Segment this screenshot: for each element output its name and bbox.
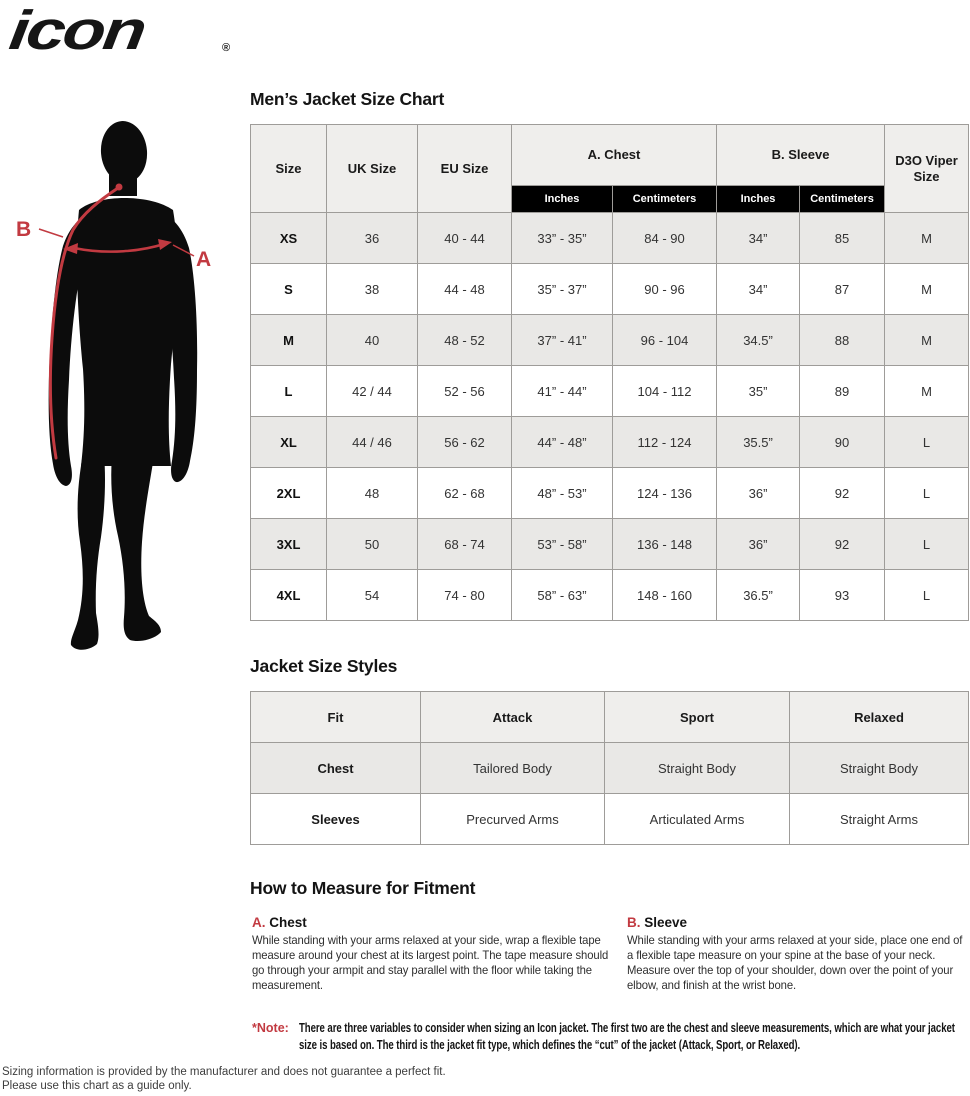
column-header-uk-size: UK Size: [327, 125, 418, 213]
table-row: [251, 570, 969, 621]
measure-chest-label: Chest: [269, 915, 307, 930]
table-cell: Tailored Body: [421, 743, 605, 794]
table-cell: XL: [251, 417, 327, 468]
table-cell: 42 / 44: [327, 366, 418, 417]
note-text: There are three variables to consider when sizing an Icon jacket. The first two are the chest and sleeve measurements, which are what your jacket size is based on. The third is the jacket fit type, which defines the “cut” of the jacket (Attack, Sport, or Relaxed).: [299, 1021, 955, 1052]
measure-chest-column: [252, 915, 634, 993]
size-chart-title: Men’s Jacket Size Chart: [250, 89, 445, 109]
measure-columns: [252, 915, 968, 1015]
table-cell: 40 - 44: [418, 213, 512, 264]
table-cell: 52 - 56: [418, 366, 512, 417]
table-cell: M: [885, 264, 969, 315]
column-header-d3o-viper-size: D3O Viper Size: [885, 125, 969, 213]
table-cell: 44 - 48: [418, 264, 512, 315]
table-cell: 4XL: [251, 570, 327, 621]
table-cell: 2XL: [251, 468, 327, 519]
column-header-size: Size: [251, 125, 327, 213]
table-cell: 124 - 136: [613, 468, 717, 519]
measurement-figure: [6, 114, 241, 659]
measure-chest-text: While standing with your arms relaxed at your side, wrap a flexible tape measure around your chest at its largest point. The tape measure should go through your armpit and stay parallel with the floor while taking the measurement.: [252, 933, 609, 992]
table-cell: Articulated Arms: [605, 794, 790, 845]
table-cell: 36”: [717, 468, 800, 519]
table-cell: Relaxed: [790, 692, 969, 743]
table-cell: S: [251, 264, 327, 315]
sleeve-label-b: B: [16, 218, 32, 241]
table-row: [251, 417, 969, 468]
table-cell: 34.5”: [717, 315, 800, 366]
measure-chest-heading: [252, 915, 634, 930]
table-cell: 90 - 96: [613, 264, 717, 315]
table-cell: 104 - 112: [613, 366, 717, 417]
table-row: [251, 468, 969, 519]
table-row: [251, 315, 969, 366]
table-cell: M: [885, 315, 969, 366]
table-cell: 89: [800, 366, 885, 417]
table-cell: L: [885, 468, 969, 519]
size-chart-table: [250, 124, 969, 621]
table-row: [251, 213, 969, 264]
table-cell: L: [251, 366, 327, 417]
table-cell: 3XL: [251, 519, 327, 570]
measure-chest-letter: A.: [252, 915, 266, 930]
table-cell: L: [885, 570, 969, 621]
table-cell: 36”: [717, 519, 800, 570]
table-cell: 85: [800, 213, 885, 264]
table-cell: 35” - 37”: [512, 264, 613, 315]
jacket-styles-table: [250, 691, 969, 845]
table-cell: 44 / 46: [327, 417, 418, 468]
brand-logo: [5, 0, 231, 62]
table-cell: 33” - 35”: [512, 213, 613, 264]
table-cell: 53” - 58”: [512, 519, 613, 570]
registered-trademark-icon: ®: [222, 42, 231, 54]
table-cell: Precurved Arms: [421, 794, 605, 845]
table-cell: 41” - 44”: [512, 366, 613, 417]
table-cell: 35”: [717, 366, 800, 417]
table-cell: 34”: [717, 213, 800, 264]
table-cell: 44” - 48”: [512, 417, 613, 468]
styles-table-title: Jacket Size Styles: [250, 656, 398, 676]
table-cell: 34”: [717, 264, 800, 315]
table-cell: 62 - 68: [418, 468, 512, 519]
chest-label-a: A: [196, 248, 212, 271]
male-silhouette-icon: [6, 114, 241, 654]
table-cell: L: [885, 417, 969, 468]
sizing-note: [252, 1020, 970, 1054]
table-row: [251, 743, 969, 794]
table-cell: 50: [327, 519, 418, 570]
footer-disclaimer: [2, 1066, 446, 1093]
table-cell: 48 - 52: [418, 315, 512, 366]
table-cell: 88: [800, 315, 885, 366]
measure-sleeve-letter: B.: [627, 915, 641, 930]
table-cell: Straight Arms: [790, 794, 969, 845]
table-cell: L: [885, 519, 969, 570]
table-cell: Sleeves: [251, 794, 421, 845]
measure-sleeve-heading: [627, 915, 970, 930]
table-cell: M: [251, 315, 327, 366]
measure-sleeve-column: [627, 915, 970, 993]
table-cell: 68 - 74: [418, 519, 512, 570]
table-cell: 48: [327, 468, 418, 519]
table-cell: 93: [800, 570, 885, 621]
table-cell: 74 - 80: [418, 570, 512, 621]
note-label: *Note:: [252, 1021, 289, 1035]
table-row: [251, 794, 969, 845]
table-cell: 40: [327, 315, 418, 366]
content-column: [250, 0, 968, 1096]
measure-section-title: How to Measure for Fitment: [250, 878, 476, 898]
size-chart-body: [251, 213, 969, 621]
subheader-chest-centimeters: Centimeters: [613, 186, 717, 213]
table-cell: 148 - 160: [613, 570, 717, 621]
footer-line-1: Sizing information is provided by the manufacturer and does not guarantee a perfect fit.: [2, 1066, 446, 1078]
table-row: [251, 264, 969, 315]
table-cell: 36: [327, 213, 418, 264]
table-cell: 56 - 62: [418, 417, 512, 468]
measure-sleeve-text: While standing with your arms relaxed at your side, place one end of a flexible tape measure on your spine at the base of your neck. Measure over the top of your shoulder, down over the point of your elbow, and finish at the wrist bone.: [627, 933, 963, 992]
table-cell: 92: [800, 468, 885, 519]
table-cell: 37” - 41”: [512, 315, 613, 366]
table-cell: Chest: [251, 743, 421, 794]
table-cell: Attack: [421, 692, 605, 743]
subheader-sleeve-centimeters: Centimeters: [800, 186, 885, 213]
table-cell: 96 - 104: [613, 315, 717, 366]
table-cell: 35.5”: [717, 417, 800, 468]
table-cell: 58” - 63”: [512, 570, 613, 621]
column-header-eu-size: EU Size: [418, 125, 512, 213]
measure-sleeve-label: Sleeve: [644, 915, 688, 930]
table-cell: Fit: [251, 692, 421, 743]
table-row: [251, 366, 969, 417]
brand-logo-text: icon: [5, 0, 148, 62]
column-header-chest: A. Chest: [512, 125, 717, 186]
table-row: [251, 692, 969, 743]
table-cell: Straight Body: [790, 743, 969, 794]
table-cell: 112 - 124: [613, 417, 717, 468]
column-header-sleeve: B. Sleeve: [717, 125, 885, 186]
table-cell: XS: [251, 213, 327, 264]
table-cell: 54: [327, 570, 418, 621]
table-row: [251, 519, 969, 570]
table-cell: M: [885, 213, 969, 264]
subheader-chest-inches: Inches: [512, 186, 613, 213]
table-cell: M: [885, 366, 969, 417]
subheader-sleeve-inches: Inches: [717, 186, 800, 213]
table-cell: Sport: [605, 692, 790, 743]
footer-line-2: Please use this chart as a guide only.: [2, 1079, 192, 1092]
table-cell: 136 - 148: [613, 519, 717, 570]
table-cell: 87: [800, 264, 885, 315]
table-cell: 48” - 53”: [512, 468, 613, 519]
size-chart-header-row: [251, 125, 969, 186]
table-cell: 90: [800, 417, 885, 468]
jacket-styles-body: [251, 692, 969, 845]
table-cell: Straight Body: [605, 743, 790, 794]
table-cell: 84 - 90: [613, 213, 717, 264]
table-cell: 38: [327, 264, 418, 315]
table-cell: 92: [800, 519, 885, 570]
table-cell: 36.5”: [717, 570, 800, 621]
